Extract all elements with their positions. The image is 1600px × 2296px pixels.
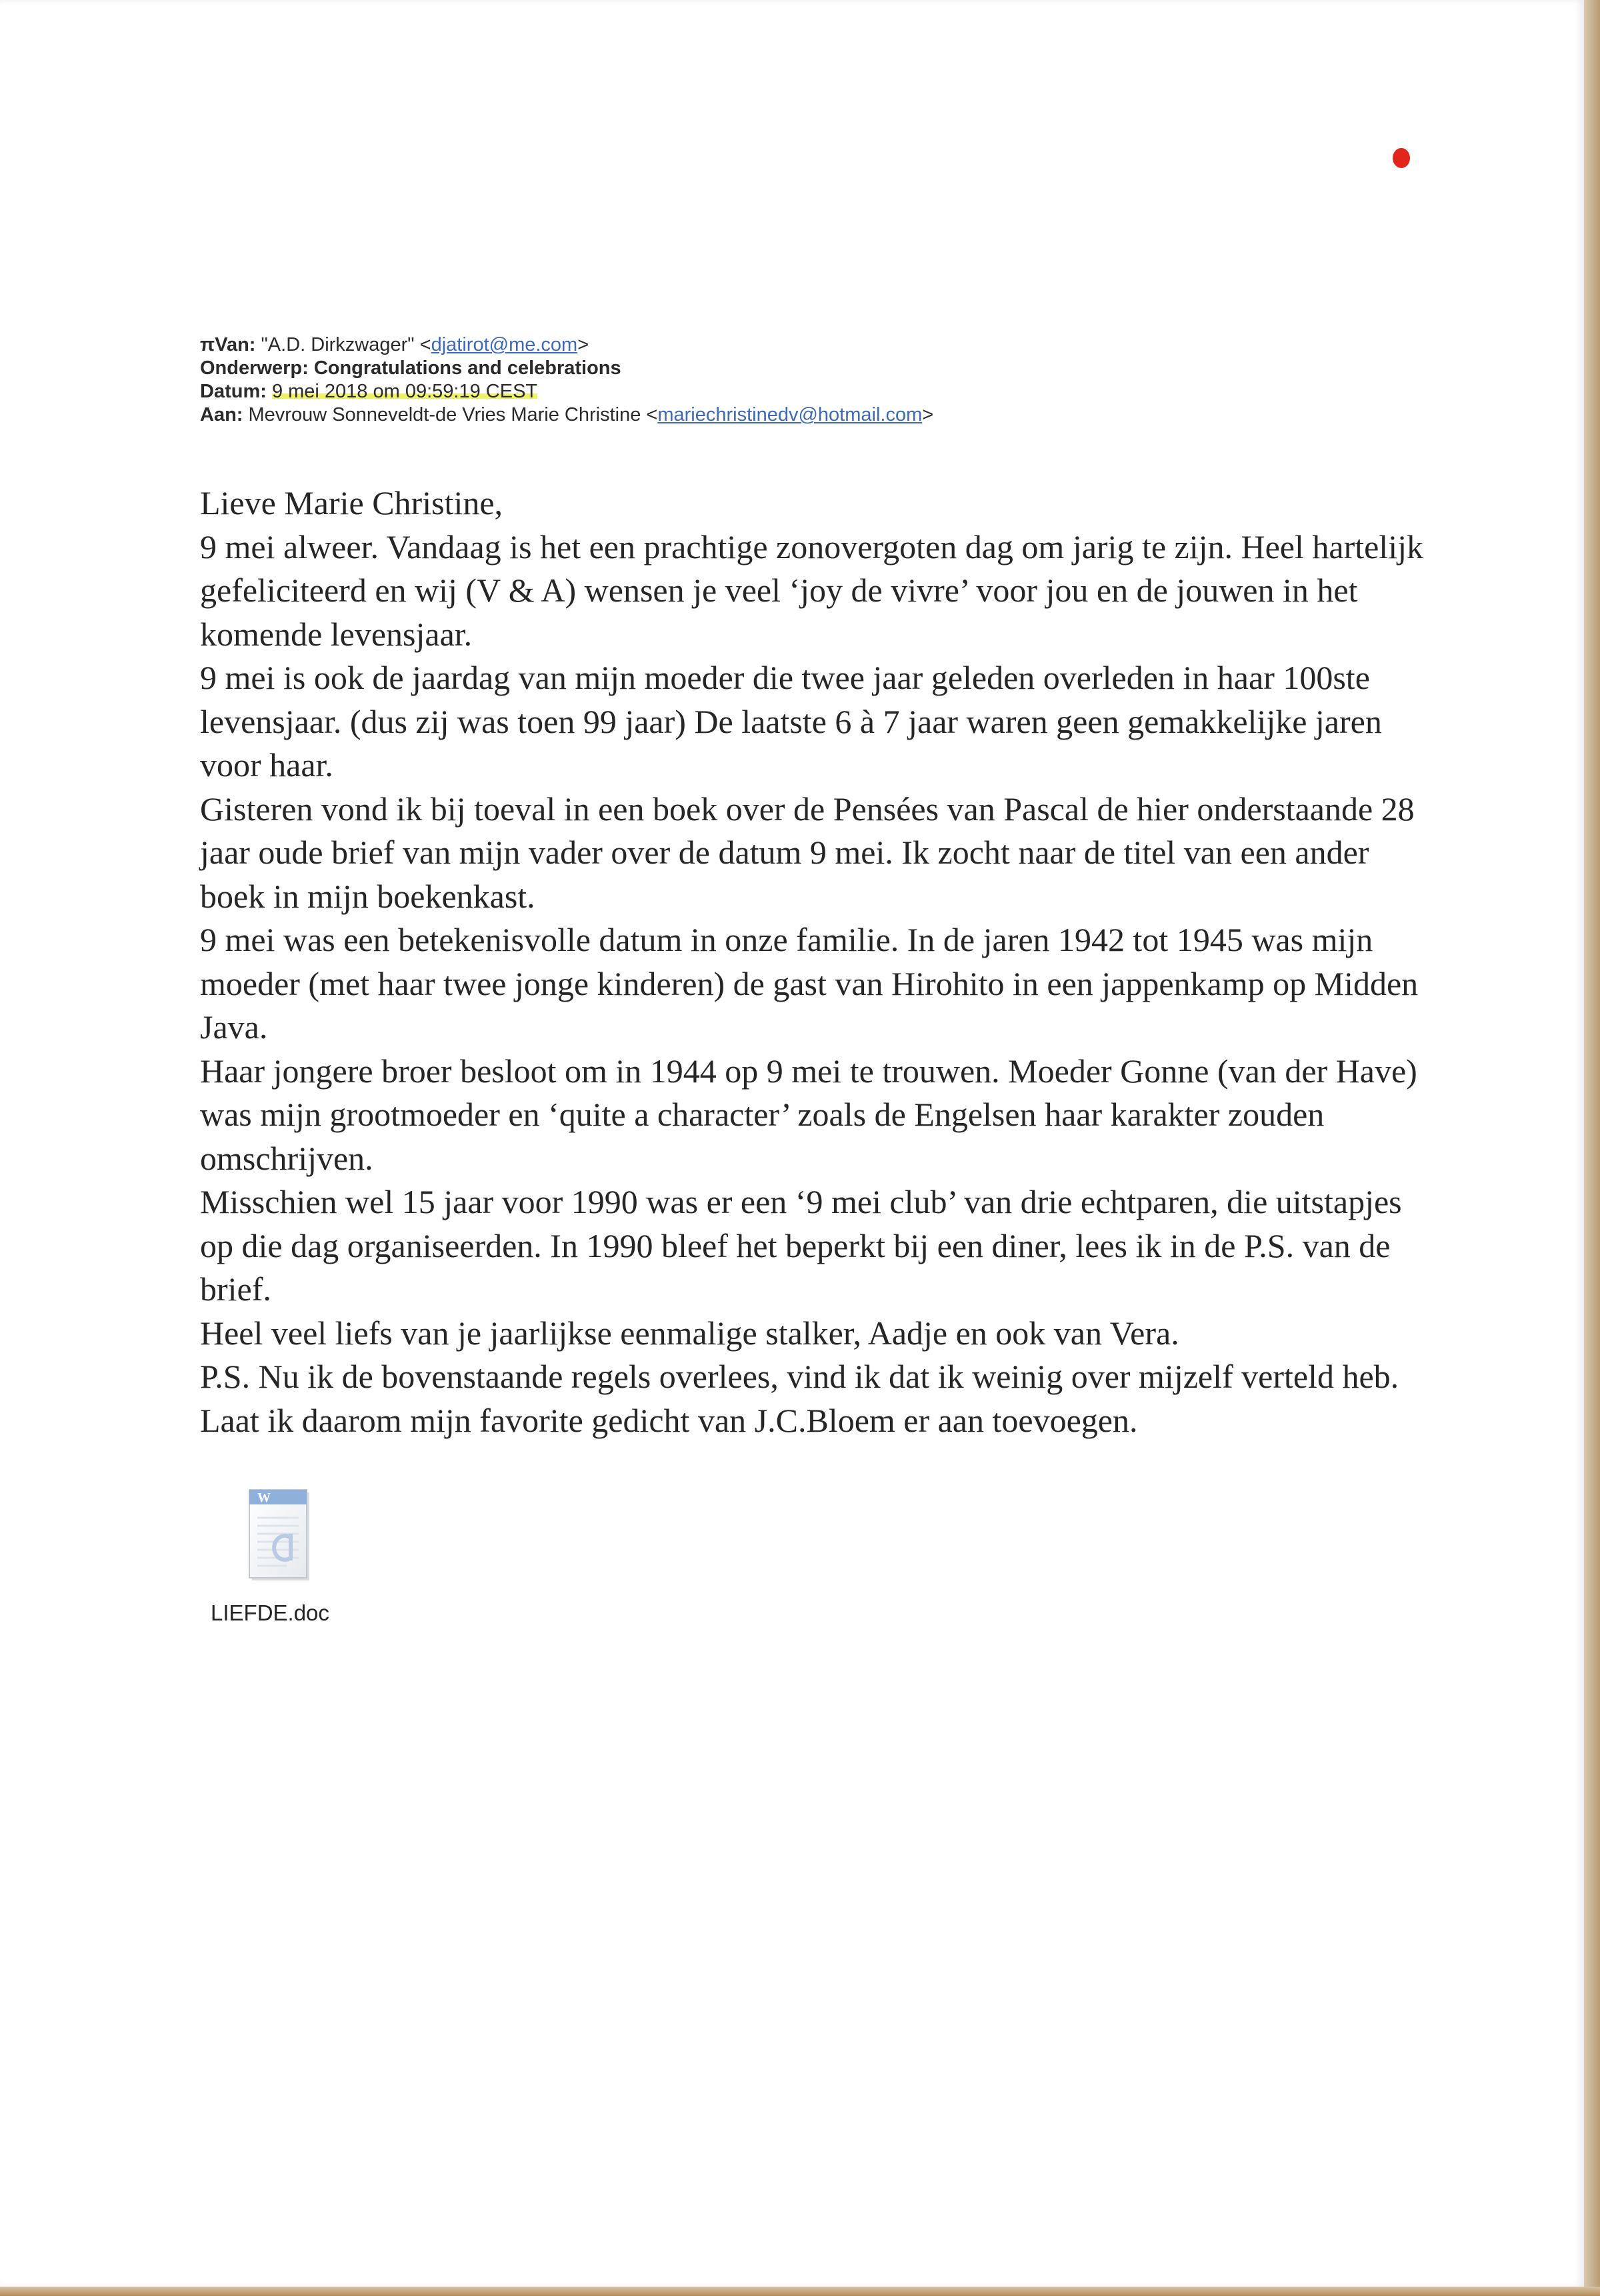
date-value: 9 mei 2018 om 09:59:19 CEST [271, 381, 538, 402]
paragraph-5: Haar jongere broer besloot om in 1944 op 9 mei te trouwen. Moeder Gonne (van der Have) was mijn grootmoeder en ‘quite a character’ zoals de Engelsen haar karakter zouden omschrijven. [200, 1052, 1417, 1177]
paper-right-edge [1584, 0, 1600, 2296]
paragraph-6: Misschien wel 15 jaar voor 1990 was er een ‘9 mei club’ van drie echtparen, die uitstapjes op die dag organiseerden. In 1990 bleef het beperkt bij een diner, lees ik in de P.S. van de brief. [200, 1183, 1402, 1308]
paragraph-1: 9 mei alweer. Vandaag is het een prachtige zonovergoten dag om jarig te zijn. Heel hartelijk gefeliciteerd en wij (V & A) wensen je veel ‘joy de vivre’ voor jou en de jouwen in het komende levensjaar. [200, 527, 1423, 653]
from-row [200, 333, 933, 357]
word-document-icon[interactable] [247, 1486, 313, 1584]
paragraph-4: 9 mei was een betekenisvolle datum in onze familie. In de jaren 1942 tot 1945 was mijn moeder (met haar twee jonge kinderen) de gast van Hirohito in een jappenkamp op Midden Java. [200, 921, 1419, 1046]
date-row [200, 380, 933, 403]
to-row [200, 403, 933, 427]
letter-body [200, 481, 1440, 1442]
from-prefix: π [200, 334, 215, 355]
from-email-link[interactable]: djatirot@me.com [431, 334, 578, 355]
red-dot-mark [1393, 148, 1410, 168]
to-email-link[interactable]: mariechristinedv@hotmail.com [657, 404, 923, 425]
paragraph-2: 9 mei is ook de jaardag van mijn moeder die twee jaar geleden overleden in haar 100ste levensjaar. (dus zij was toen 99 jaar) De laatste 6 à 7 jaar waren geen gemakkelijke jaren voor haar. [200, 659, 1382, 784]
to-name: Mevrouw Sonneveldt-de Vries Marie Christine < [248, 404, 658, 425]
subject-value: Congratulations and celebrations [313, 357, 621, 379]
paper-bottom-edge [0, 2287, 1600, 2296]
from-name: "A.D. Dirkzwager" < [261, 334, 431, 355]
subject-label: Onderwerp: [200, 357, 309, 379]
to-label: Aan: [200, 404, 243, 425]
date-label: Datum: [200, 381, 267, 402]
from-label: Van: [215, 334, 256, 355]
paragraph-8: P.S. Nu ik de bovenstaande regels overlees, vind ik dat ik weinig over mijzelf verteld heb. Laat ik daarom mijn favorite gedicht van J.C.Bloem er aan toevoegen. [200, 1358, 1399, 1439]
paragraph-3: Gisteren vond ik bij toeval in een boek over de Pensées van Pascal de hier onderstaande 28 jaar oude brief van mijn vader over de datum 9 mei. Ik zocht naar de titel van een ander boek in mijn boekenkast. [200, 790, 1415, 915]
to-close: > [922, 404, 934, 425]
salutation: Lieve Marie Christine, [200, 484, 503, 521]
attachment-filename[interactable]: LIEFDE.doc [211, 1600, 329, 1625]
from-close: > [577, 334, 589, 355]
svg-text:W: W [257, 1490, 271, 1505]
paragraph-7: Heel veel liefs van je jaarlijkse eenmalige stalker, Aadje en ook van Vera. [200, 1314, 1179, 1352]
email-header [200, 333, 933, 427]
subject-row [200, 357, 933, 380]
